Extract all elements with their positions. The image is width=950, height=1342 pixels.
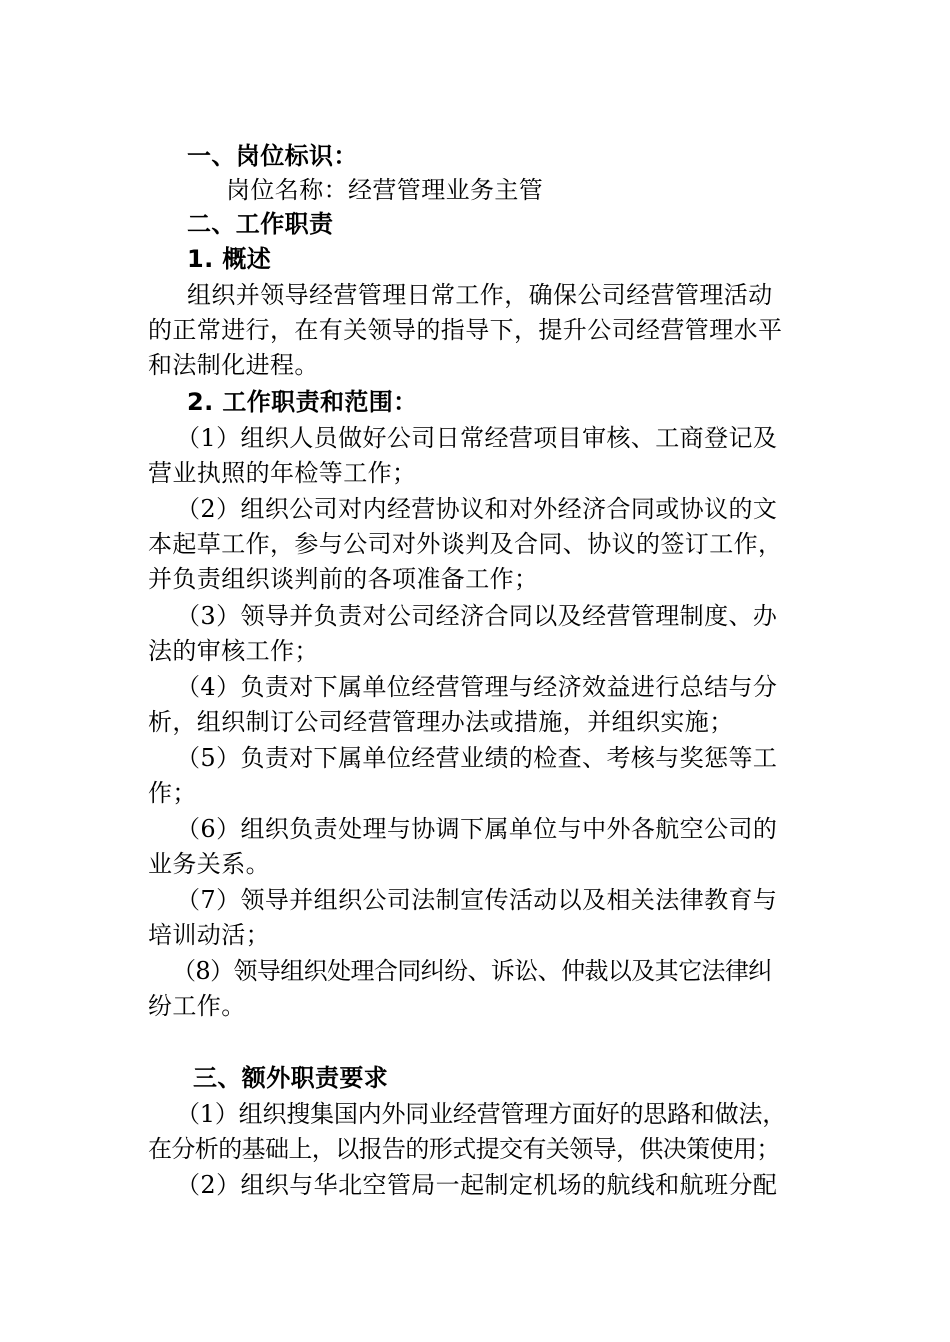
extra-item-1-line-1: （1）组织搜集国内外同业经营管理方面好的思路和做法，	[176, 1100, 787, 1128]
item-5-line-1: （5）负责对下属单位经营业绩的检查、考核与奖惩等工	[176, 744, 778, 772]
extra-item-2-line-1: （2）组织与华北空管局一起制定机场的航线和航班分配	[176, 1171, 778, 1199]
overview-line-1: 组织并领导经营管理日常工作，确保公司经营管理活动	[187, 281, 773, 309]
overview-line-2: 的正常进行，在有关领导的指导下，提升公司经营管理水平	[148, 316, 783, 344]
section3-heading: 三、额外职责要求	[193, 1064, 389, 1092]
item-7-line-1: （7）领导并组织公司法制宣传活动以及相关法律教育与	[176, 886, 778, 914]
overview-heading: 1. 概述	[187, 245, 272, 273]
item-4-line-1: （4）负责对下属单位经营管理与经济效益进行总结与分	[176, 673, 778, 701]
item-8-line-2: 纷工作。	[148, 992, 246, 1020]
overview-line-3: 和法制化进程。	[148, 351, 319, 379]
section1-heading: 一、岗位标识：	[187, 142, 358, 170]
extra-item-1-line-2: 在分析的基础上，以报告的形式提交有关领导，供决策使用；	[148, 1135, 780, 1163]
item-6-line-2: 业务关系。	[148, 850, 270, 878]
item-1-line-2: 营业执照的年检等工作；	[148, 459, 417, 487]
item-3-line-2: 法的审核工作；	[148, 637, 319, 665]
item-1-line-1: （1）组织人员做好公司日常经营项目审核、工商登记及	[176, 424, 778, 452]
item-2-line-3: 并负责组织谈判前的各项准备工作；	[148, 565, 539, 593]
item-2-line-1: （2）组织公司对内经营协议和对外经济合同或协议的文	[176, 495, 778, 523]
item-7-line-2: 培训动活；	[148, 921, 270, 949]
position-name: 岗位名称：经营管理业务主管	[226, 176, 544, 204]
scope-heading: 2. 工作职责和范围：	[187, 388, 418, 416]
item-2-line-2: 本起草工作，参与公司对外谈判及合同、协议的签订工作，	[148, 530, 783, 558]
item-3-line-1: （3）领导并负责对公司经济合同以及经营管理制度、办	[176, 602, 778, 630]
section2-heading: 二、工作职责	[187, 210, 334, 238]
item-6-line-1: （6）组织负责处理与协调下属单位与中外各航空公司的	[176, 815, 778, 843]
item-5-line-2: 作；	[148, 779, 197, 807]
item-8-line-1: （8）领导组织处理合同纠纷、诉讼、仲裁以及其它法律纠	[172, 957, 772, 985]
item-4-line-2: 析，组织制订公司经营管理办法或措施，并组织实施；	[148, 708, 734, 736]
